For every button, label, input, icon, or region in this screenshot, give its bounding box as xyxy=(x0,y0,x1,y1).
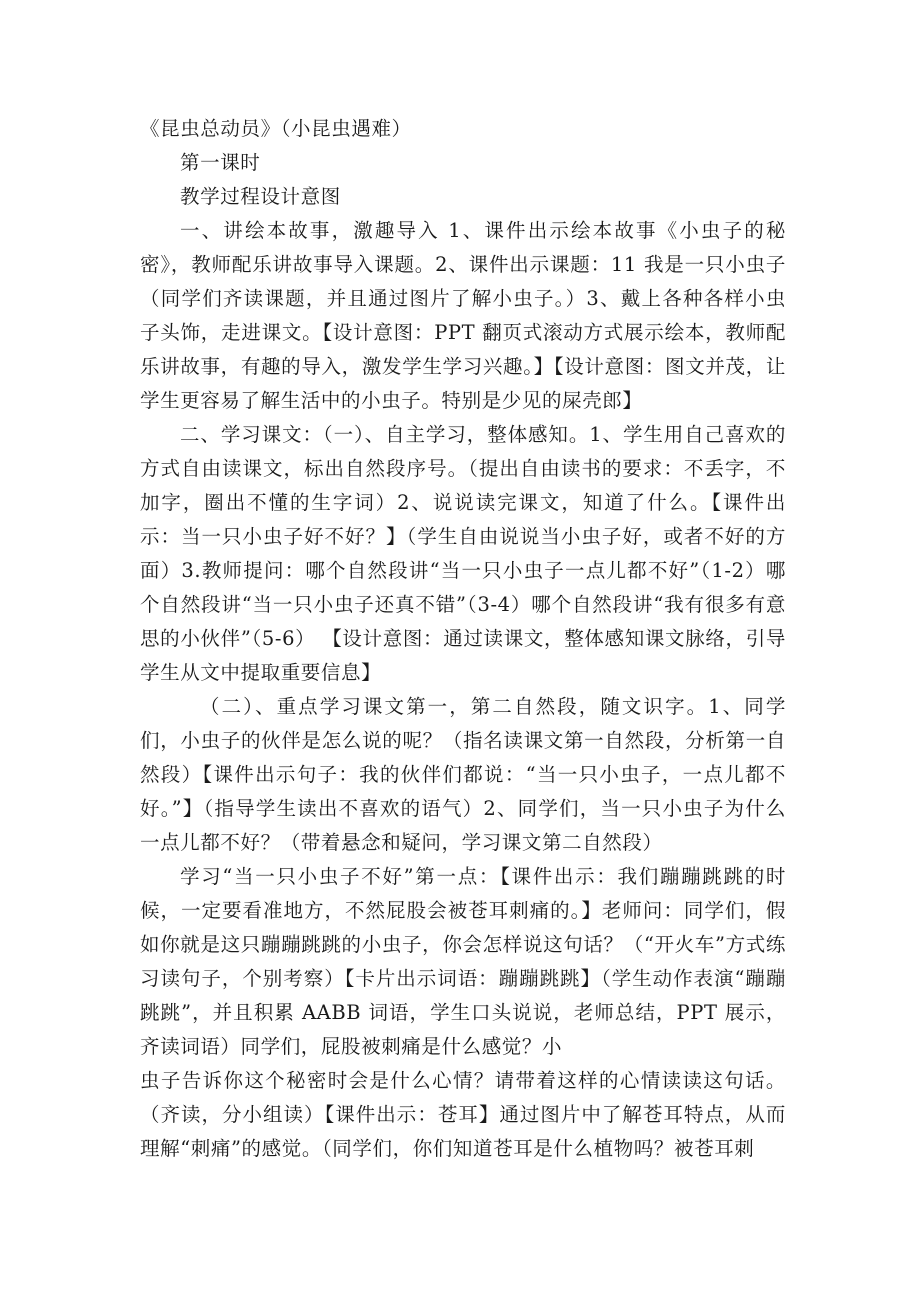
document-title: 《昆虫总动员》（小昆虫遇难） xyxy=(140,117,412,140)
document-body xyxy=(140,112,786,1166)
paragraph-intro: 一、讲绘本故事，激趣导入 1、课件出示绘本故事《小虫子的秘密》，教师配乐讲故事导入课题。2、课件出示课题：11 我是一只小虫子（同学们齐读课题，并且通过图片了解小虫子。）3、戴上各种各样小虫子头饰，走进课文。【设计意图：PPT 翻页式滚动方式展示绘本，教师配乐讲故事，有趣的导入，激发学生学习兴趣。】【设计意图：图文并茂，让学生更容易了解生活中的小虫子。特别是少见的屎壳郎】 xyxy=(140,219,786,412)
paragraph-key-study: （二）、重点学习课文第一，第二自然段，随文识字。1、同学们，小虫子的伙伴是怎么说的呢？（指名读课文第一自然段，分析第一自然段）【课件出示句子：我的伙伴们都说：“当一只小虫子，一点儿都不好。”】（指导学生读出不喜欢的语气）2、同学们，当一只小虫子为什么一点儿都不好？（带着悬念和疑问，学习课文第二自然段） xyxy=(140,695,786,854)
paragraph-continued: 虫子告诉你这个秘密时会是什么心情？请带着这样的心情读读这句话。（齐读，分小组读）【课件出示：苍耳】通过图片中了解苍耳特点，从而理解“刺痛”的感觉。（同学们，你们知道苍耳是什么植物吗？被苍耳刺 xyxy=(140,1069,786,1160)
lesson-label: 第一课时 xyxy=(180,151,261,174)
paragraph-self-study: 二、学习课文：（一）、自主学习，整体感知。1、学生用自己喜欢的方式自由读课文，标出自然段序号。（提出自由读书的要求：不丢字，不加字，圈出不懂的生字词）2、说说读完课文，知道了什么。【课件出示：当一只小虫子好不好？】（学生自由说说当小虫子好，或者不好的方面）3.教师提问：哪个自然段讲“当一只小虫子一点儿都不好”（1-2）哪个自然段讲“当一只小虫子还真不错”（3-4）哪个自然段讲“我有很多有意思的小伙伴”（5-6） 【设计意图：通过读课文，整体感知课文脉络，引导学生从文中提取重要信息】 xyxy=(140,423,786,684)
paragraph-first-point: 学习“当一只小虫子不好”第一点：【课件出示：我们蹦蹦跳跳的时候，一定要看准地方，不然屁股会被苍耳刺痛的。】老师问：同学们，假如你就是这只蹦蹦跳跳的小虫子，你会怎样说这句话？（“开火车”方式练习读句子，个别考察）【卡片出示词语：蹦蹦跳跳】（学生动作表演“蹦蹦跳跳”，并且积累 AABB 词语，学生口头说说，老师总结，PPT 展示，齐读词语）同学们，屁股被刺痛是什么感觉？小 xyxy=(140,865,786,1058)
section-label: 教学过程设计意图 xyxy=(180,185,341,208)
